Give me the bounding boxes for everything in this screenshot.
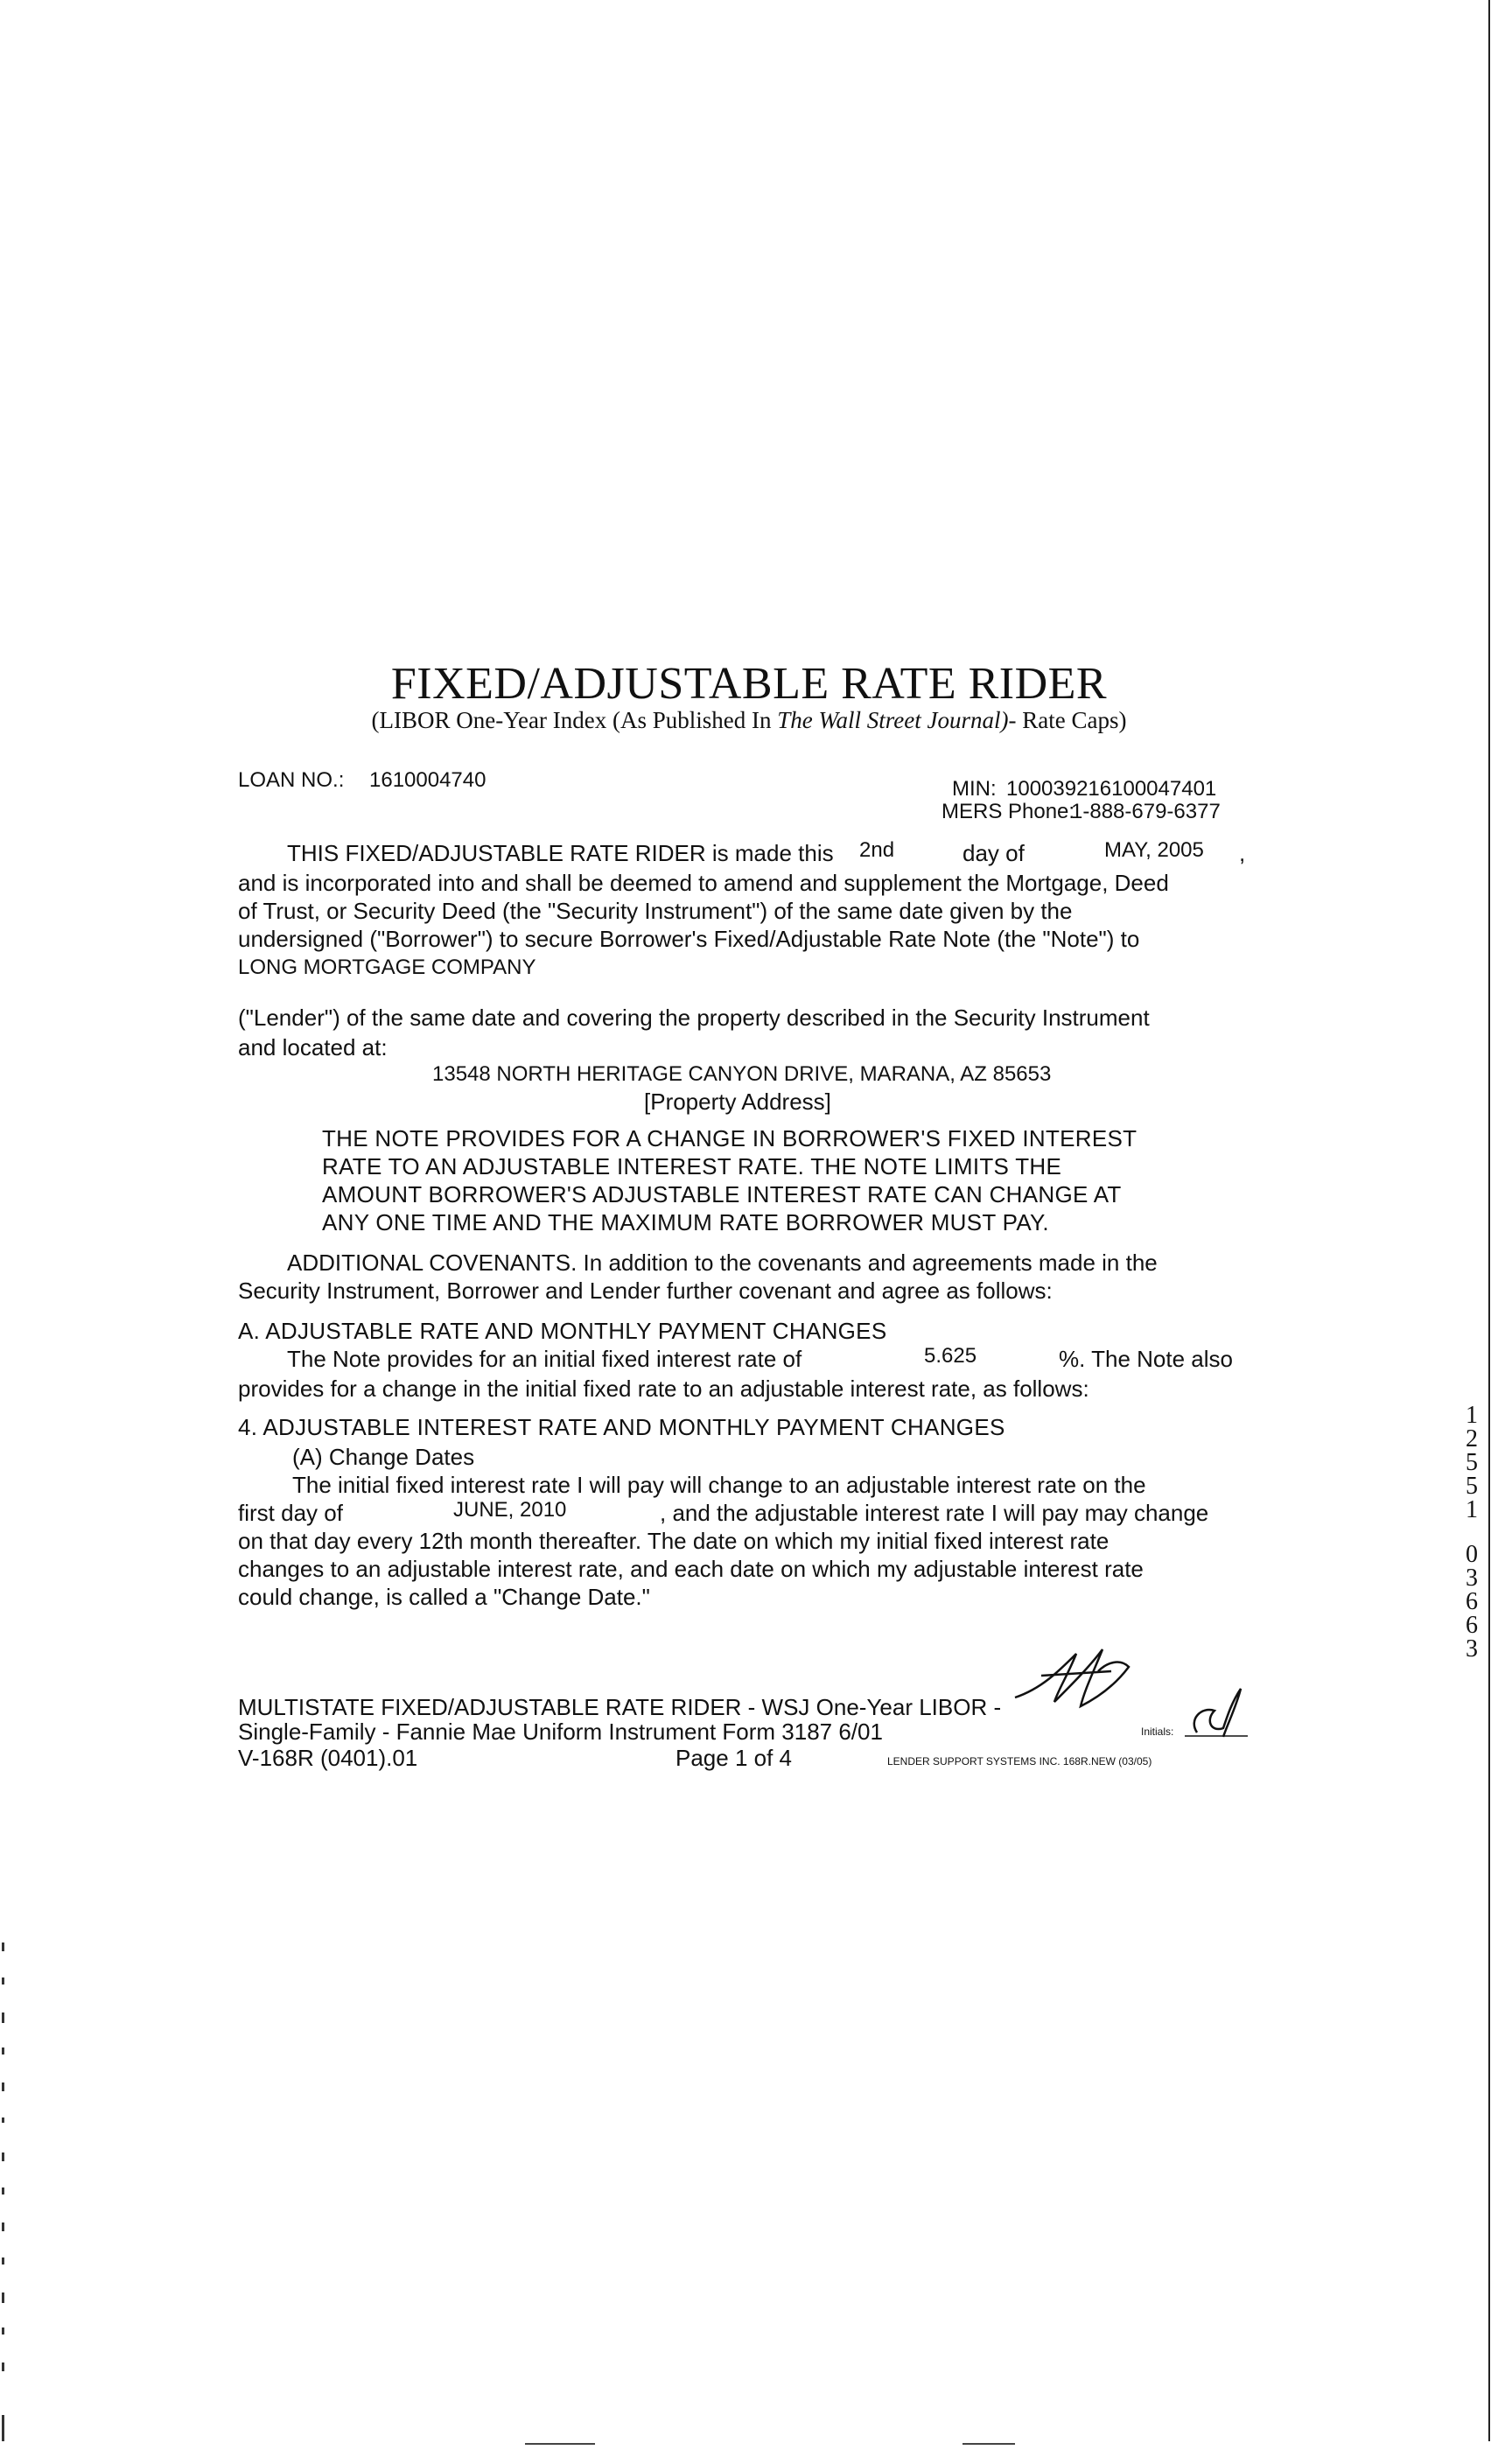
stamp-digit: 1: [1466, 1402, 1478, 1429]
stamp-digit: 2: [1466, 1425, 1478, 1452]
intro-line-3: of Trust, or Security Deed (the "Security Instrument") of the same date given by the: [238, 898, 1073, 924]
subtitle-publication: The Wall Street Journal): [777, 707, 1009, 733]
covenants-line-2: Security Instrument, Borrower and Lender further covenant and agree as follows:: [238, 1278, 1053, 1304]
scan-mark: [2, 1978, 4, 1984]
scan-mark: [2, 2328, 4, 2334]
notice-line-4: ANY ONE TIME AND THE MAXIMUM RATE BORROWER MUST PAY.: [322, 1209, 1049, 1236]
covenants-line-1: ADDITIONAL COVENANTS. In addition to the covenants and agreements made in the: [287, 1250, 1158, 1276]
intro-line-4: undersigned ("Borrower") to secure Borrower's Fixed/Adjustable Rate Note (the "Note") to: [238, 926, 1140, 952]
made-month-year: MAY, 2005: [1104, 838, 1204, 862]
stamp-digit: 0: [1466, 1541, 1478, 1568]
loan-number: 1610004740: [369, 768, 486, 792]
scan-mark: [2, 2415, 4, 2441]
mers-phone: 1-888-679-6377: [1071, 800, 1221, 823]
change-line-1: The initial fixed interest rate I will pay will change to an adjustable interest rate on the: [292, 1472, 1146, 1498]
scan-mark: [2, 2222, 4, 2231]
change-line-3: on that day every 12th month thereafter. The date on which my initial fixed interest rate: [238, 1528, 1110, 1554]
section-4-heading: 4. ADJUSTABLE INTEREST RATE AND MONTHLY PAYMENT CHANGES: [238, 1414, 1005, 1440]
change-line-2-b: , and the adjustable interest rate I will pay may change: [660, 1500, 1209, 1526]
page-right-edge: [1488, 0, 1490, 2441]
initials-label: Initials:: [1141, 1726, 1174, 1738]
property-address: 13548 NORTH HERITAGE CANYON DRIVE, MARANA, AZ 85653: [432, 1062, 1052, 1086]
stamp-digit: 6: [1466, 1588, 1478, 1615]
bottom-scan-line: [962, 2443, 1015, 2445]
intro-text-b: day of: [962, 840, 1025, 866]
bottom-scan-line: [525, 2443, 595, 2445]
scan-mark: [2, 1942, 4, 1951]
footer-form-title: MULTISTATE FIXED/ADJUSTABLE RATE RIDER - WSJ One-Year LIBOR -: [238, 1694, 1002, 1720]
section-a-line-2: provides for a change in the initial fixed rate to an adjustable interest rate, as follows:: [238, 1376, 1089, 1402]
footer-vendor: LENDER SUPPORT SYSTEMS INC. 168R.NEW (03/05): [887, 1755, 1152, 1768]
subtitle-prefix: (LIBOR One-Year Index (As Published In: [371, 707, 778, 733]
document-subtitle: [0, 707, 1498, 734]
loan-number-label: LOAN NO.:: [238, 768, 345, 792]
signature-scribble: [1006, 1636, 1138, 1715]
section-a-text-a: The Note provides for an initial fixed interest rate of: [287, 1346, 802, 1372]
scan-mark: [2, 2082, 4, 2091]
min-label: MIN:: [952, 777, 997, 801]
document-title: FIXED/ADJUSTABLE RATE RIDER: [390, 659, 1108, 709]
scan-mark: [2, 2258, 4, 2264]
scan-mark: [2, 2048, 4, 2054]
change-line-4: changes to an adjustable interest rate, and each date on which my adjustable interest rate: [238, 1556, 1144, 1582]
side-stamp-number: [1454, 1404, 1489, 1661]
footer-form-number: V-168R (0401).01: [238, 1745, 418, 1771]
intro-line-2: and is incorporated into and shall be deemed to amend and supplement the Mortgage, Deed: [238, 870, 1169, 896]
scan-mark: [2, 2118, 4, 2123]
footer-form-description: Single-Family - Fannie Mae Uniform Instrument Form 3187 6/01: [238, 1718, 883, 1745]
stamp-digit: 3: [1466, 1564, 1478, 1592]
scan-mark: [2, 2292, 4, 2303]
subtitle-suffix: - Rate Caps): [1008, 707, 1127, 733]
stamp-digit: 1: [1466, 1496, 1478, 1523]
lender-line-1: ("Lender") of the same date and covering the property described in the Security Instrument: [238, 1004, 1150, 1031]
lender-line-2: and located at:: [238, 1034, 388, 1060]
first-change-date: JUNE, 2010: [453, 1498, 567, 1522]
change-line-5: could change, is called a "Change Date.": [238, 1584, 650, 1610]
initial-rate: 5.625: [924, 1344, 977, 1368]
section-a-text-b: %. The Note also: [1059, 1346, 1233, 1372]
intro-text-comma: ,: [1239, 840, 1246, 866]
made-day: 2nd: [859, 838, 895, 862]
stamp-digit: 6: [1466, 1612, 1478, 1639]
notice-line-3: AMOUNT BORROWER'S ADJUSTABLE INTEREST RATE CAN CHANGE AT: [322, 1181, 1122, 1208]
property-address-label: [Property Address]: [644, 1088, 831, 1115]
scan-mark: [2, 2362, 4, 2371]
stamp-digit: 3: [1466, 1635, 1478, 1662]
stamp-digit: 5: [1466, 1473, 1478, 1500]
footer-page-number: Page 1 of 4: [676, 1745, 792, 1771]
change-line-2-a: first day of: [238, 1500, 343, 1526]
change-dates-heading: (A) Change Dates: [292, 1444, 475, 1470]
section-a-heading: A. ADJUSTABLE RATE AND MONTHLY PAYMENT CHANGES: [238, 1318, 887, 1344]
notice-line-1: THE NOTE PROVIDES FOR A CHANGE IN BORROWER'S FIXED INTEREST: [322, 1125, 1138, 1152]
lender-name: LONG MORTGAGE COMPANY: [238, 956, 536, 979]
scan-mark: [2, 2012, 4, 2023]
min-number: 100039216100047401: [1006, 777, 1217, 801]
intro-text-a: THIS FIXED/ADJUSTABLE RATE RIDER is made this: [287, 840, 834, 866]
mers-phone-label: MERS Phone:: [942, 800, 1075, 823]
scan-mark: [2, 2188, 4, 2194]
initials-mark: [1180, 1680, 1250, 1741]
notice-line-2: RATE TO AN ADJUSTABLE INTEREST RATE. THE NOTE LIMITS THE: [322, 1153, 1062, 1180]
stamp-digit: [1454, 1522, 1489, 1543]
stamp-digit: 5: [1466, 1449, 1478, 1476]
scan-mark: [2, 2152, 4, 2161]
